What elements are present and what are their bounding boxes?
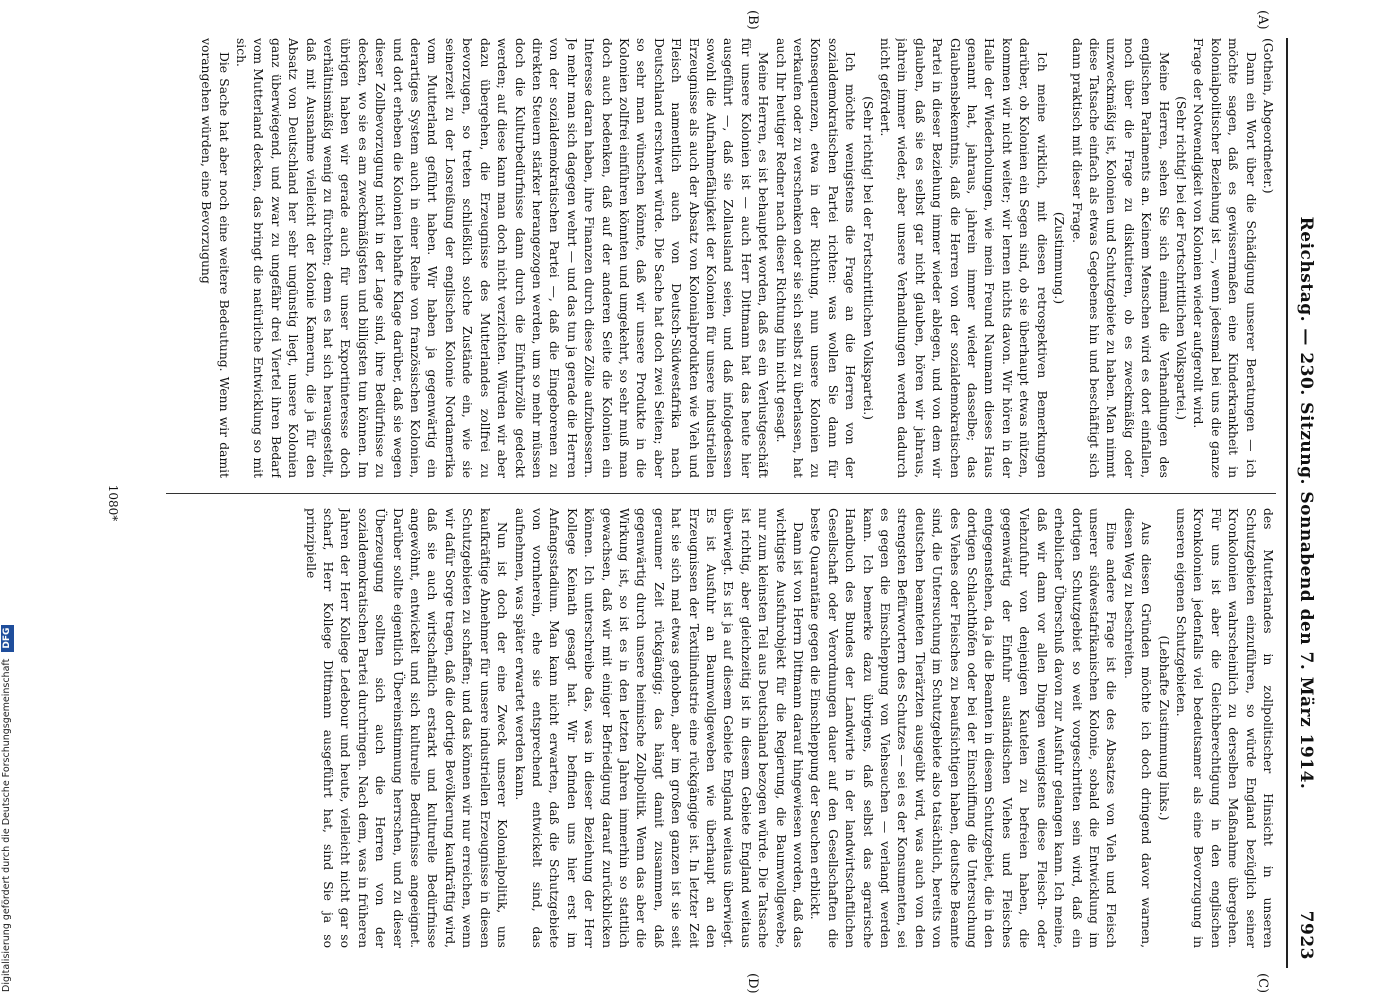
paragraph: Dann ist von Herrn Dittmann darauf hingewiesen worden, daß das wichtigste Ausfuhrobjekt für die Regierung, die Baumwollgewebe, nur zum kleinsten Teil aus Deutschland bezogen würde. Die Tatsache ist richtig, aber gleichzeitig ist in diesem Gebiete England weitaus überwiegt. Es ist ja auf diesem Gebiete England weitaus überwiegt. Es ist Ausfuhr an Baumwollgeweben wie überhaupt an den Erzeugnissen der Textilindustrie eine rückgängige ist. In letzter Zeit hat sie sich mal etwas gehoben, aber im großen ganzen ist sie seit geraumer Zeit rückgängig; das hängt damit zusammen, daß gegenwärtig durch unsere heimische Zollpolitik. Wenn das aber die Wirkung ist, so ist es in den letzten Jahren immerhin so stattlich gewachsen, daß wir mit einiger Befriedigung darauf zurückblicken können. Ich unterschreibe das, was in dieser Beziehung der Herr Kollege Keinath gesagt hat. Wir befinden uns hier erst im Anfangsstadium. Man kann nicht erwarten, daß die Schutzgebiete von vornherein, ehe sie entsprechend entwickelt sind, das aufnehmen, was später erwartet werden kann. xyxy=(512,508,806,948)
header-rule xyxy=(1286,38,1288,968)
paragraph: Dann ein Wort über die Schädigung unserer Beratungen — ich möchte sagen, daß es gewissermaßen eine Kinderkrankheit in kolonialpolitischer Beziehung ist —, wenn jedesmal bei uns die ganze Frage der Notwendigkeit von Kolonien wieder aufgerollt wird. xyxy=(1191,38,1258,478)
interjection: (Lebhafte Zustimmung links.) xyxy=(1156,635,1171,821)
interjection: (Sehr richtig! bei der Fortschrittlichen Volkspartei.) xyxy=(1173,96,1188,420)
column-divider xyxy=(166,493,1276,494)
page-header xyxy=(1286,38,1320,968)
margin-marker-d: (D) xyxy=(745,973,760,994)
paragraph: Ich meine wirklich, mit diesen retrospektiven Bemerkungen darüber, ob Kolonien ein Segen sind, ob sie überhaupt etwas nützen, kommen wir nicht weiter; wir lernen nichts davon. Wir hören in der Halle der Wiederholungen, wie mein Freund Naumann dieses Haus genannt hat, jahraus, jahrein immer wieder dasselbe; das Glaubensbekenntnis, daß die Herren von der sozialdemokratischen Partei in dieser Beziehung immer wieder ablegen, und von dem wir glauben, daß sie es selbst gar nicht glauben, hören wir jahraus, jahrein immer wieder, aber unsere Verhandlungen werden dadurch nicht gefördert. xyxy=(878,38,1049,478)
credit-text: Digitalisierung gefördert durch die Deutsche Forschungsgemeinschaft xyxy=(1,658,12,992)
left-column xyxy=(126,38,1276,478)
margin-marker-c: (C) xyxy=(1255,973,1270,994)
margin-marker-a: (A) xyxy=(1255,10,1270,30)
interjection: (Zustimmung.) xyxy=(1052,211,1067,305)
paragraph: Meine Herren, sehen Sie sich einmal die Verhandlungen des englischen Parlaments an. Keinem Menschen wird es dort einfallen, noch über die Frage zu diskutieren, ob es zweckmäßig oder unzweckmäßig ist, Kolonien und Schutzgebiete zu haben. Man nimmt diese Tatsache einfach als etwas Gegebenes hin und beschäftigt sich dann praktisch mit dieser Frage. xyxy=(1069,38,1171,478)
right-column xyxy=(126,508,1276,948)
document-page xyxy=(80,10,1320,994)
paragraph: Eine andere Frage ist die des Absatzes von Vieh und Fleisch unserer südwestafrikanischen Kolonie, sobald die Entwicklung im dortigen Schutzgebiet so weit vorgeschritten sein wird, daß ein erheblicher Überschuß davon zur Ausfuhr gelangen kann. Ich meine, daß wir dann vor allen Dingen wenigstens diese Fleisch- oder Viehzufuhr von denjenigen Kautelen zu befreien haben, die gegenwärtig der Einfuhr ausländischen Viehes und Fleisches entgegenstehen, da ja die Beamten in diesem Schutzgebiet, die in den dortigen Schlachthöfen oder bei der Einschiffung die Untersuchung des Viehes oder Fleisches zu beaufsichtigen haben, deutsche Beamte sind, die Untersuchung im Schutzgebiete also tatsächlich, bereits von deutschen beamteten Tierärzten ausgeübt wird, was auch von den strengsten Befürwortern des Schutzes — sei es der Konsumenten, sei es gegen die Einschleppung von Viehseuchen — verlangt werden kann. Ich bemerke dazu übrigens, daß selbst das agrarische Handbuch des Bundes der Landwirte in der landwirtschaftlichen Gesellschaft oder Verordnungen dauer auf den Gesellschaften die beste Quarantäne gegen die Einschleppung der Seuchen erblickt. xyxy=(808,508,1119,948)
paragraph: des Mutterlandes in zollpolitischer Hinsicht in unseren Schutzgebieten einzuführen, so würde England bezüglich seiner Kronkolonien wahrscheinlich zu derselben Maßnahme übergehen. Für uns ist aber die Gleichberechtigung in den englischen Kronkolonien jedenfalls viel bedeutsamer als eine Bevorzugung in unseren eigenen Schutzgebieten. xyxy=(1173,508,1275,948)
paragraph: Ich möchte wenigstens die Frage an die Herren von der sozialdemokratischen Partei richten: was wollen Sie dann für Konsequenzen, etwa in der Richtung, nun unsere Kolonien zu verkaufen oder zu verschenken oder sie sich selbst zu überlassen, hat auch Ihr heutiger Redner nach dieser Richtung hin nicht gesagt. xyxy=(773,38,858,478)
paragraph: Aus diesen Gründen möchte ich doch dringend davor warnen, diesen Weg zu beschreiten. xyxy=(1121,508,1154,948)
speaker-line: (Gothein, Abgeordneter.) xyxy=(1261,38,1275,194)
paragraph: Nun ist doch der eine Zweck unserer Kolonialpolitik, uns kaufkräftige Abnehmer für unsere industriellen Erzeugnisse in diesen Schutzgebieten zu schaffen; und das können wir nur erreichen, wenn wir dafür Sorge tragen, daß die dortige Bevölkerung kaufkräftig wird, daß sie auch wirtschaftlich erstarkt und kulturelle Bedürfnisse angewöhnt, entwickelt und sich kulturelle Bedürfnisse angeeignet. Darüber sollte eigentlich Übereinstimmung herrschen, und zu dieser Überzeugung sollten sich auch die Herren von der sozialdemokratischen Partei durchringen. Nach dem, was in früheren Jahren der Herr Kollege Ledebour und heute, vielleicht nicht gar so scharf, Herr Kollege Dittmann ausgeführt hat, sind Sie ja so prinzipielle xyxy=(303,508,510,948)
interjection: (Sehr richtig! bei der Fortschrittlichen Volkspartei.) xyxy=(860,96,875,420)
sheet-number: 1080* xyxy=(106,484,120,522)
page-number: 7923 xyxy=(1296,910,1316,960)
paragraph: Meine Herren, es ist behauptet worden, daß es ein Verlustgeschäft für unsere Kolonien ist — auch Herr Dittmann hat das heute hier ausgeführt —, daß sie Zollausland seien, und daß infolgedessen sowohl die Aufnahmefähigkeit der Kolonien für unsere industriellen Erzeugnisse als auch der Absatz von Kolonialprodukten wie Vieh und Fleisch namentlich auch von Deutsch-Südwestafrika nach Deutschland erschwert würde. Die Sache hat doch zwei Seiten; aber so sehr man wünschen könnte, daß wir unsere Produkte in die Kolonien zollfrei einführen könnten und umgekehrt, so sehr muß man doch auch bedenken, daß auf der anderen Seite die Kolonien ein Interesse daran haben, ihre Finanzen durch diese Zölle aufzubessern. Je mehr man sich dagegen wehrt — und das tun ja gerade die Herren von der sozialdemokratischen Partei —, daß die Eingeborenen zu direkten Steuern stärker herangezogen werden, um so mehr müssen doch die Kulturbedürfnisse dann durch die Einfuhrzölle gedeckt werden; auf diese kann man doch nicht verzichten. Würden wir aber dazu übergehen, die Erzeugnisse des Mutterlandes zollfrei zu bevorzugen, so treten schließlich solche Zustände ein, wie sie seinerzeit zu der Losreißung der englischen Kolonie Nordamerika vom Mutterland geführt haben. Wir haben ja gegenwärtig ein derartiges System auch in einer Reihe von französischen Kolonien, und dort erheben die Kolonien lebhafte Klage darüber, daß sie wegen dieser Zollbevorzugung nicht in der Lage sind, ihre Bedürfnisse zu decken, wo sie es am zweckmäßigsten und billigsten tun können. Im übrigen haben wir gerade auch für unser Exportinteresse doch verhältnismäßig wenig zu fürchten; denn es hat sich herausgestellt, daß mit Ausnahme vielleicht der Kolonie Kamerun, die ja für den Absatz von Deutschland her sehr ungünstig liegt, unsere Kolonien ganz überwiegend, und zwar zu ungefähr drei Viertel ihren Bedarf vom Mutterland decken, das bringt die natürliche Entwicklung so mit sich. xyxy=(234,38,771,478)
margin-marker-b: (B) xyxy=(745,10,760,30)
paragraph: Die Sache hat aber noch eine weitere Bedeutung. Wenn wir damit vorangehen würden, eine Bevorzugung xyxy=(199,38,231,478)
digitization-credit xyxy=(0,0,15,1000)
dfg-logo: DFG xyxy=(1,625,14,652)
header-title: Reichstag. — 230. Sitzung. Sonnabend den 7. März 1914. xyxy=(1296,216,1316,790)
